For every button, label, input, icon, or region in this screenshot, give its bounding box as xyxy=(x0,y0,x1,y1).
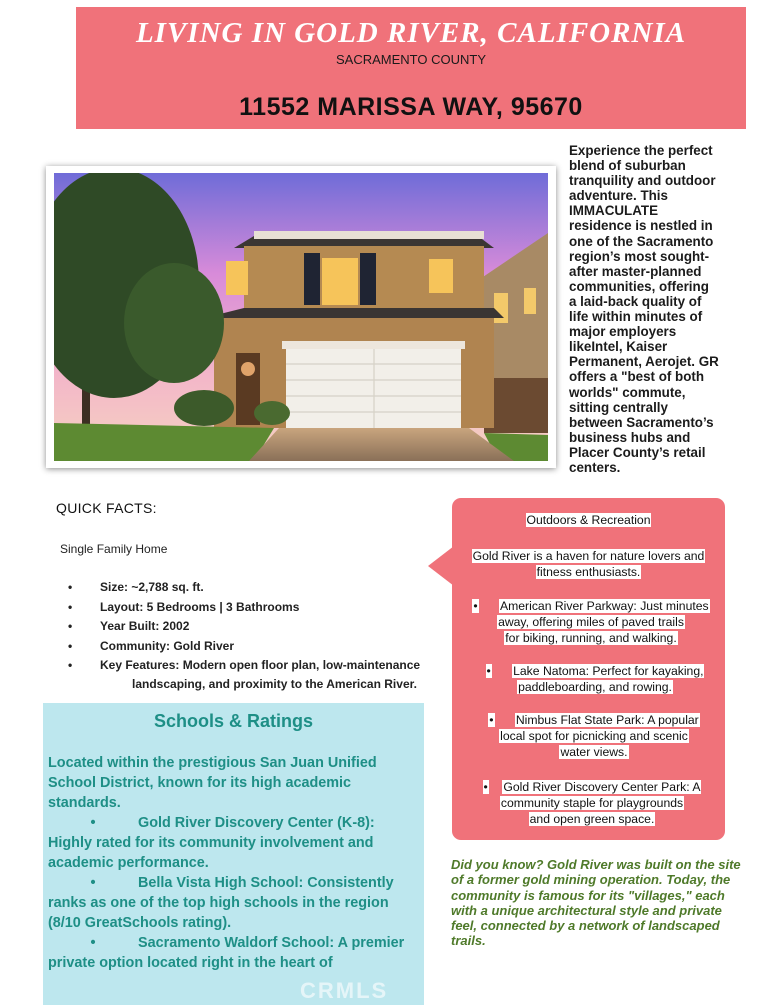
bullet-icon: • xyxy=(90,875,96,891)
list-item xyxy=(48,933,420,973)
outdoors-item-american-river xyxy=(458,598,724,647)
list-item xyxy=(68,637,448,657)
outdoors-item-line: and open green space. xyxy=(529,812,655,827)
description-line: tranquility and outdoor xyxy=(569,173,716,189)
schools-intro: Located within the prestigious San Juan Unified School District, known for its high academic standards. xyxy=(48,755,377,811)
list-item xyxy=(68,578,448,598)
description-line: sitting centrally xyxy=(569,399,668,415)
description-line: a laid-back quality of xyxy=(569,293,702,309)
outdoors-title-text: Outdoors & Recreation xyxy=(526,513,651,527)
fact-key-features-cont: landscaping, and proximity to the American River. xyxy=(132,676,417,691)
description-line: blend of suburban xyxy=(569,158,686,174)
fact-community: Community: Gold River xyxy=(100,638,235,653)
bullet-icon: • xyxy=(68,580,73,594)
bullet-icon: • xyxy=(68,599,73,614)
house-photo-illustration xyxy=(54,173,548,461)
bullet-icon: • xyxy=(68,638,73,653)
quick-facts-list xyxy=(68,578,448,692)
outdoors-intro xyxy=(452,548,725,580)
outdoors-item-line: American River Parkway: Just minutes xyxy=(500,599,709,613)
outdoors-item-line: away, offering miles of paved trails xyxy=(498,615,684,630)
description-line: Placer County’s retail xyxy=(569,444,706,460)
property-type: Single Family Home xyxy=(60,542,168,556)
bullet-icon: • xyxy=(489,713,494,727)
description-line: Permanent, Aerojet. GR xyxy=(569,354,719,370)
fact-year-built: Year Built: 2002 xyxy=(100,619,190,633)
school-bella-vista: Bella Vista High School: Consistently ranks as one of the top high schools in the region (8/10 GreatSchools rating). xyxy=(48,875,394,931)
outdoors-item-line: water views. xyxy=(560,745,628,760)
fact-key-features: Key Features: Modern open floor plan, low-maintenance xyxy=(100,658,421,672)
list-item xyxy=(48,813,420,873)
description-line: after master-planned xyxy=(569,263,702,279)
description-line: region’s most sought- xyxy=(569,248,710,264)
description-line: major employers xyxy=(569,324,677,340)
outdoors-intro-line: Gold River is a haven for nature lovers and xyxy=(472,549,705,563)
description-line: between Sacramento’s xyxy=(569,414,714,430)
county-label: SACRAMENTO COUNTY xyxy=(336,52,486,67)
bullet-icon: • xyxy=(483,780,488,794)
bullet-icon: • xyxy=(486,664,491,678)
callout-pointer xyxy=(428,546,454,586)
outdoors-item-line: Lake Natoma: Perfect for kayaking, xyxy=(513,664,704,678)
description-line: IMMACULATE xyxy=(569,203,659,219)
description-line: Experience the perfect xyxy=(569,143,713,158)
description-line: life within minutes of xyxy=(569,309,703,325)
outdoors-intro-line: fitness enthusiasts. xyxy=(536,565,641,580)
school-discovery-center: Gold River Discovery Center (K-8): Highly rated for its community involvement and academic performance. xyxy=(48,815,375,871)
fact-layout: Layout: 5 Bedrooms | 3 Bathrooms xyxy=(100,599,300,614)
schools-body xyxy=(48,753,420,973)
description-line: likeIntel, Kaiser xyxy=(569,339,668,355)
outdoors-item-line: for biking, running, and walking. xyxy=(505,631,677,646)
description-line: offers a "best of both xyxy=(569,369,705,385)
bullet-icon: • xyxy=(90,815,96,831)
quick-facts-title: QUICK FACTS: xyxy=(56,500,157,516)
outdoors-item-line: paddleboarding, and rowing. xyxy=(518,680,672,695)
outdoors-title xyxy=(452,512,725,528)
header-banner xyxy=(76,7,746,129)
outdoors-item-line: Gold River Discovery Center Park: A xyxy=(503,780,701,794)
property-photo xyxy=(46,166,556,468)
schools-panel xyxy=(43,703,424,1005)
description-line: worlds" commute, xyxy=(569,384,686,400)
list-item xyxy=(68,656,448,692)
list-item xyxy=(48,873,420,933)
description-line: one of the Sacramento xyxy=(569,233,714,249)
outdoors-item-line: Nimbus Flat State Park: A popular xyxy=(515,713,699,727)
description-line: business hubs and xyxy=(569,429,691,445)
outdoors-item-discovery-park xyxy=(460,779,724,828)
did-you-know-note: Did you know? Gold River was built on the site of a former gold mining operation. Today, the community is famous for its "villages," each with a unique architectural style and private feel, connected by a network of landscaped trails. xyxy=(451,857,741,949)
bullet-icon: • xyxy=(68,658,73,672)
description-line: communities, offering xyxy=(569,278,709,294)
description-line: adventure. This xyxy=(569,188,668,204)
outdoors-item-line: community staple for playgrounds xyxy=(500,796,684,811)
property-description xyxy=(569,143,729,475)
bullet-icon: • xyxy=(68,619,73,633)
bullet-icon: • xyxy=(473,599,478,613)
description-line: residence is nestled in xyxy=(569,218,713,234)
outdoors-item-nimbus-flat xyxy=(466,712,722,761)
list-item xyxy=(68,598,448,618)
outdoors-item-lake-natoma xyxy=(470,663,720,695)
school-waldorf: Sacramento Waldorf School: A premier private option located right in the heart of xyxy=(48,935,405,971)
page-title: LIVING IN GOLD RIVER, CALIFORNIA xyxy=(135,17,687,49)
description-line: centers. xyxy=(569,459,621,475)
mls-watermark: CRMLS xyxy=(300,978,389,1003)
bullet-icon: • xyxy=(90,935,96,951)
schools-title: Schools & Ratings xyxy=(153,711,314,731)
outdoors-item-line: local spot for picnicking and scenic xyxy=(500,729,688,744)
fact-size: Size: ~2,788 sq. ft. xyxy=(100,580,204,594)
list-item xyxy=(68,617,448,637)
property-address: 11552 MARISSA WAY, 95670 xyxy=(239,93,583,121)
